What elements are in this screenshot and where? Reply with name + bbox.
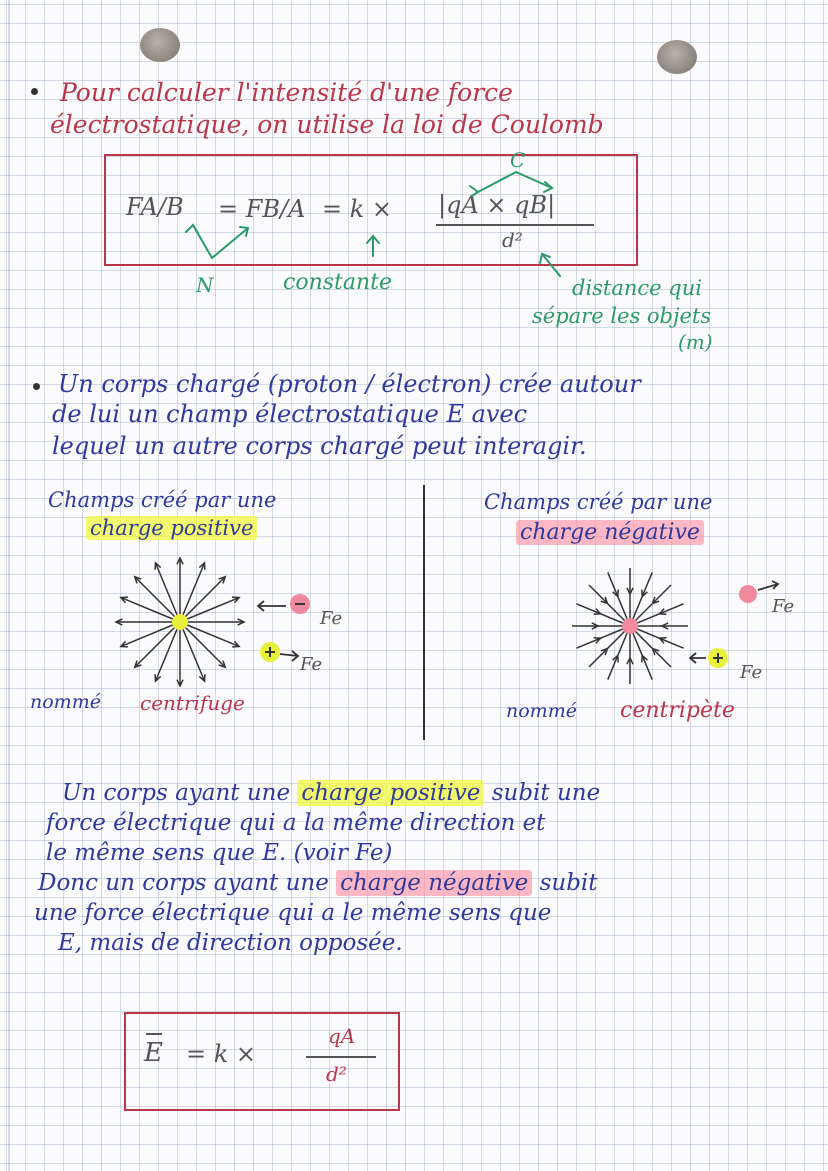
negative-charge bbox=[739, 585, 757, 603]
right-fe-label-2: Fe bbox=[740, 662, 763, 683]
n-label: N bbox=[196, 273, 214, 297]
conclusion-line-4: Donc un corps ayant une charge négative subit bbox=[38, 870, 598, 896]
field-formula-lhs: E bbox=[144, 1038, 163, 1068]
left-fe-label-2: Fe bbox=[300, 654, 323, 675]
right-caption-word: centripète bbox=[620, 698, 735, 723]
d-note-line-1: distance qui bbox=[572, 276, 702, 300]
right-fe-label-1: Fe bbox=[772, 596, 795, 617]
field-formula-denominator: d² bbox=[326, 1062, 347, 1086]
field-line bbox=[589, 626, 630, 667]
charge-dot bbox=[622, 618, 638, 634]
formula-denominator: d² bbox=[502, 228, 523, 252]
field-line bbox=[630, 626, 671, 667]
right-panel-title-2: charge négative bbox=[516, 522, 704, 544]
conclusion-line-6: E, mais de direction opposée. bbox=[58, 930, 403, 956]
field-line bbox=[589, 585, 630, 626]
left-panel-title-2: charge positive bbox=[86, 518, 257, 539]
left-caption-word: centrifuge bbox=[140, 691, 245, 715]
field-line bbox=[630, 585, 671, 626]
right-panel-title-1: Champs créé par une bbox=[484, 490, 713, 514]
left-caption-prefix: nommé bbox=[30, 691, 101, 713]
field-formula-numerator: qA bbox=[328, 1024, 356, 1048]
field-intro-line-3: lequel un autre corps chargé peut interagir. bbox=[52, 432, 587, 460]
conclusion-line-2: force électrique qui a la même direction et bbox=[46, 810, 546, 836]
d-note-line-3: (m) bbox=[678, 330, 713, 354]
field-formula-box bbox=[124, 1012, 400, 1111]
conclusion-line-1: Un corps ayant une charge positive subit une bbox=[62, 780, 601, 806]
field-intro-line-2: de lui un champ électrostatique E avec bbox=[52, 400, 528, 428]
vector-arrow-bar bbox=[146, 1033, 162, 1035]
field-intro-line-1: Un corps chargé (proton / électron) crée autour bbox=[58, 370, 641, 398]
force-arrow-toward bbox=[690, 653, 706, 663]
conclusion-line-3: le même sens que E. (voir Fe) bbox=[46, 840, 393, 866]
intro-line-1: Pour calculer l'intensité d'une force bbox=[60, 78, 513, 107]
intro-line-2: électrostatique, on utilise la loi de Coulomb bbox=[50, 110, 604, 139]
left-fe-label-1: Fe bbox=[320, 608, 343, 629]
right-caption-prefix: nommé bbox=[506, 700, 577, 722]
conclusion-line-5: une force électrique qui a le même sens que bbox=[34, 900, 552, 926]
c-label: C bbox=[510, 148, 526, 172]
field-fraction-bar bbox=[306, 1056, 376, 1058]
field-formula-eq: = k × bbox=[186, 1040, 257, 1068]
formula-eq2: = k × bbox=[322, 195, 393, 223]
d-note-line-2: sépare les objets bbox=[532, 304, 712, 328]
force-arrow-away bbox=[758, 581, 778, 590]
formula-lhs: FA/B bbox=[126, 193, 184, 221]
left-panel-title-1: Champs créé par une bbox=[48, 488, 277, 512]
k-note: constante bbox=[283, 270, 393, 295]
formula-eq1: = FB/A bbox=[218, 195, 306, 223]
formula-numerator: |qA × qB| bbox=[438, 191, 556, 219]
